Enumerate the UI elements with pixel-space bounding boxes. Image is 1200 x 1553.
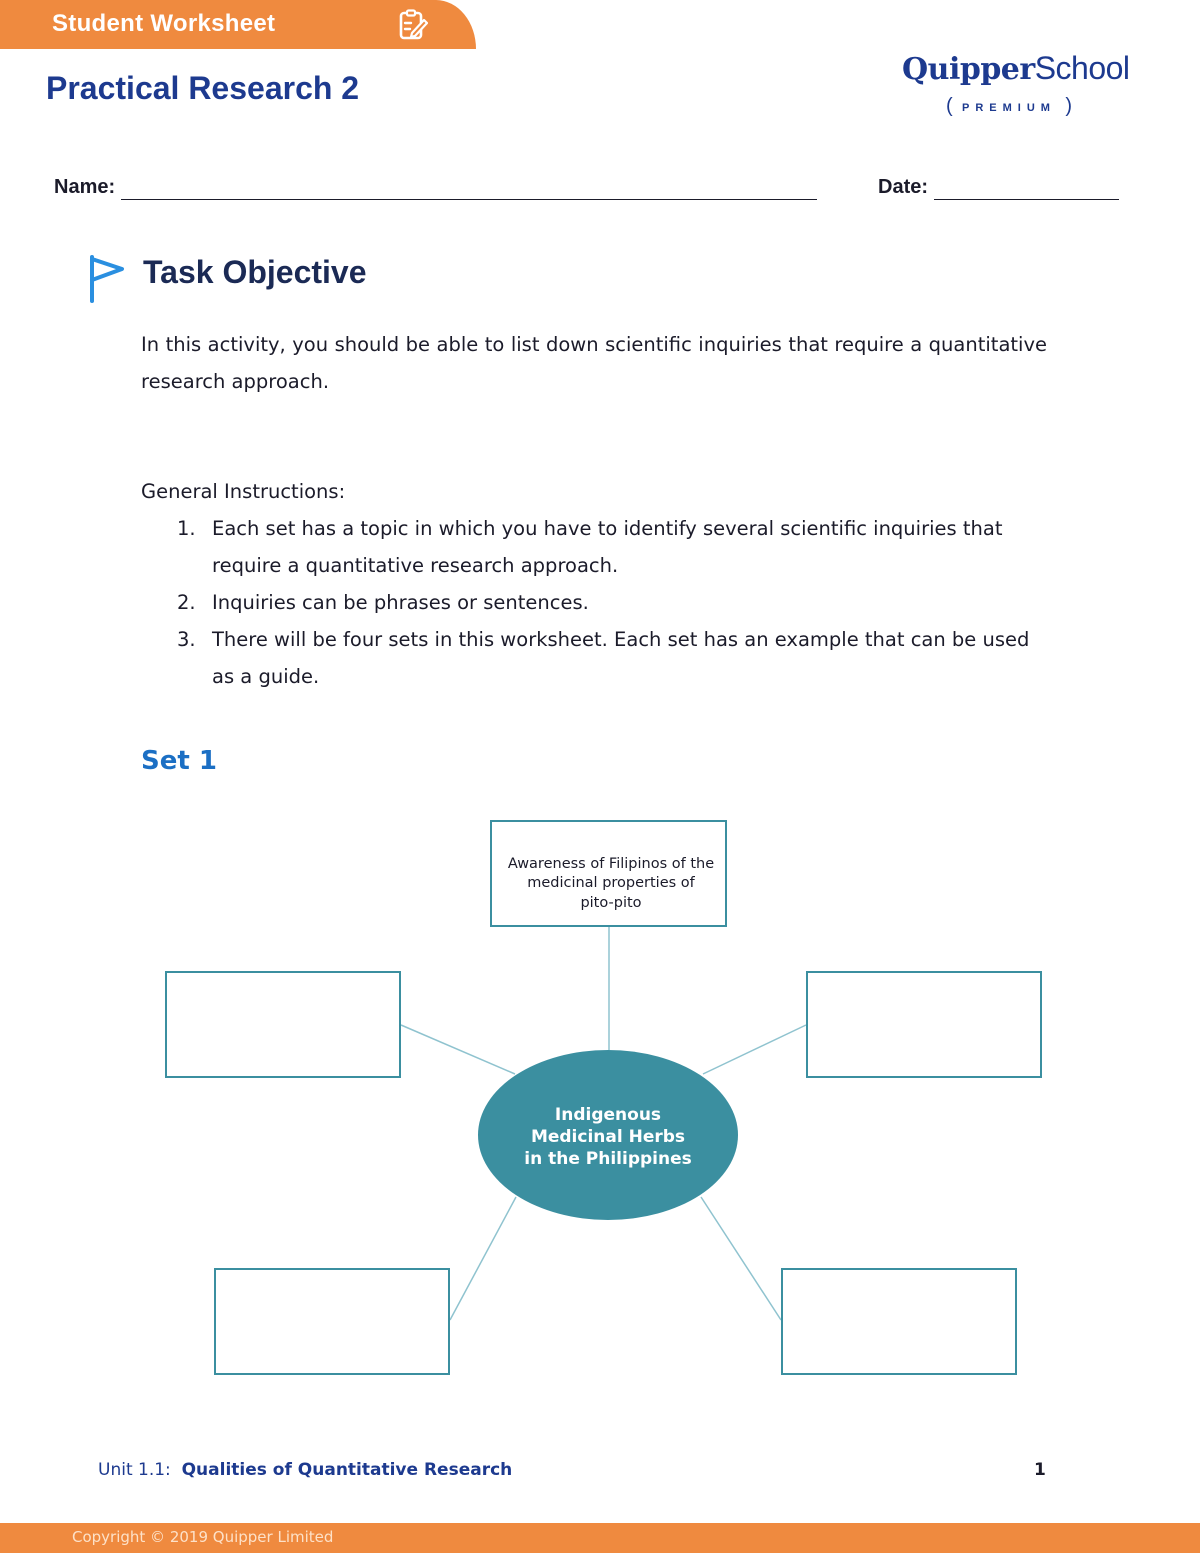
central-topic-line-1: Indigenous <box>554 1105 662 1125</box>
example-inquiry-line-2: medicinal properties of <box>527 875 695 891</box>
page-number: 1 <box>1034 1460 1046 1480</box>
objective-text: In this activity, you should be able to list down scientific inquiries that require a quantitative research approach. <box>141 333 1047 393</box>
set-heading: Set 1 <box>141 746 217 776</box>
instruction-text: There will be four sets in this worksheet. Each set has an example that can be used as a guide. <box>212 628 1030 688</box>
logo-brand: Quipper <box>902 52 1035 87</box>
footer-unit <box>98 1460 512 1480</box>
worksheet-label: Student Worksheet <box>52 10 276 37</box>
connector-right-upper <box>703 1025 806 1074</box>
instruction-item <box>141 621 1047 695</box>
answer-box-left-lower[interactable] <box>215 1269 449 1374</box>
answer-box-right-lower[interactable] <box>782 1269 1016 1374</box>
copyright-text: Copyright © 2019 Quipper Limited <box>72 1528 334 1546</box>
instruction-text: Each set has a topic in which you have to identify several scientific inquiries that require a quantitative research approach. <box>212 517 1003 577</box>
name-label: Name: <box>54 176 116 198</box>
mind-map-diagram <box>0 800 1200 1400</box>
unit-prefix: Unit 1.1: <box>98 1460 171 1480</box>
instruction-item <box>141 510 1047 584</box>
subject-title: Practical Research 2 <box>46 70 360 106</box>
central-topic-line-3: in the Philippines <box>524 1149 692 1169</box>
instruction-number: 3. <box>177 628 196 651</box>
logo-tier <box>946 96 1072 120</box>
date-field-line[interactable] <box>934 199 1119 200</box>
flag-icon <box>88 254 128 304</box>
task-objective-heading: Task Objective <box>143 254 367 290</box>
quipper-school-logo <box>902 50 1130 87</box>
central-topic-line-2: Medicinal Herbs <box>530 1127 686 1147</box>
logo-product: School <box>1034 50 1130 86</box>
instruction-text: Inquiries can be phrases or sentences. <box>212 591 589 614</box>
worksheet-icon <box>398 9 428 41</box>
logo-tier-text: PREMIUM <box>962 102 1056 114</box>
answer-box-left-upper[interactable] <box>166 972 400 1077</box>
instruction-number: 1. <box>177 517 196 540</box>
unit-title: Qualities of Quantitative Research <box>181 1460 513 1480</box>
date-label: Date: <box>878 176 929 198</box>
logo-bracket-left: ( <box>946 95 953 117</box>
instruction-number: 2. <box>177 591 196 614</box>
connector-right-lower <box>701 1197 781 1320</box>
instructions-list <box>141 510 1047 695</box>
example-inquiry-line-3: pito-pito <box>580 895 642 911</box>
connector-left-lower <box>450 1197 516 1320</box>
general-instructions-title: General Instructions: <box>141 480 346 503</box>
example-inquiry-line-1: Awareness of Filipinos of the <box>507 856 715 872</box>
instruction-item <box>141 584 1047 621</box>
name-field-line[interactable] <box>121 199 817 200</box>
answer-box-right-upper[interactable] <box>807 972 1041 1077</box>
logo-bracket-right: ) <box>1065 95 1072 117</box>
connector-left-upper <box>401 1025 515 1074</box>
